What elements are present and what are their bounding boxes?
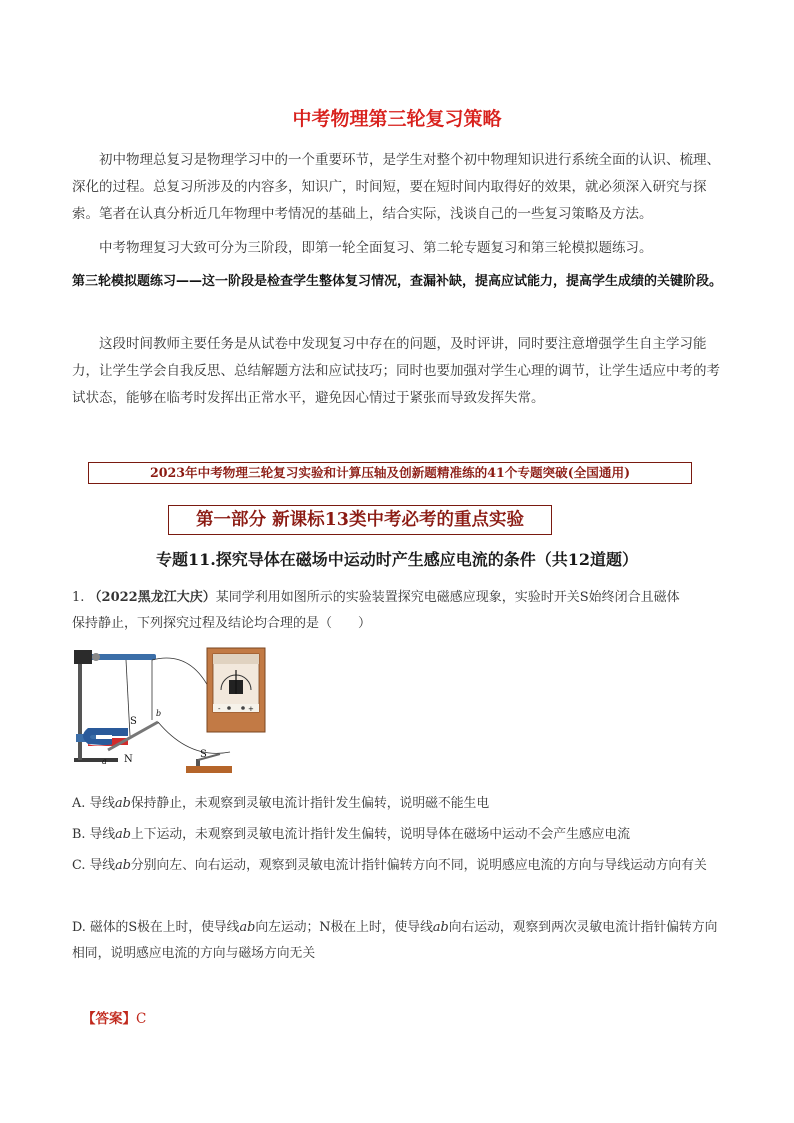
wire-b-label: b [156, 709, 162, 718]
paragraph-teacher-task: 这段时间教师主要任务是从试卷中发现复习中存在的问题，及时评讲，同时要注意增强学生自主学习能力，让学生学会自我反思、总结解题方法和应试技巧；同时也要加强对学生心理的调节，让学生适应中考的考试状态，能够在临考时发挥出正常水平，避免因心情过于紧张而导致发挥失常。 [72, 336, 720, 406]
question-number: 1. [72, 590, 85, 605]
series-banner: 2023年中考物理三轮复习实验和计算压轴及创新题精准练的41个专题突破(全国通用) [88, 462, 692, 484]
answer-line [82, 1007, 146, 1027]
question-stem-line2: 保持静止，下列探究过程及结论均合理的是（ ） [72, 616, 372, 631]
paragraph-third-stage: 第三轮模拟题练习——这一阶段是检查学生整体复习情况，查漏补缺，提高应试能力，提高学生成绩的关键阶段。 [72, 274, 723, 289]
topic-heading: 专题11.探究导体在磁场中运动时产生感应电流的条件（共12道题） [155, 550, 639, 569]
question-stem-line1: 某同学利用如图所示的实验装置探究电磁感应现象，实验时开关S始终闭合且磁体 [215, 590, 680, 605]
switch-label: S [200, 749, 207, 760]
paragraph-intro: 初中物理总复习是物理学习中的一个重要环节，是学生对整个初中物理知识进行系统全面的认识、梳理、深化的过程。总复习所涉及的内容多，知识广，时间短，要在短时间内取得好的效果，就必须深入研究与探索。笔者在认真分析近几年物理中考情况的基础上，结合实际，浅谈自己的一些复习策略及方法。 [72, 152, 720, 222]
magnet-n-label: N [124, 754, 133, 765]
meter-plus-label: + [248, 705, 254, 713]
meter-minus-label: - [218, 705, 221, 713]
wire-a-label: a [102, 757, 107, 766]
galvanometer-icon [205, 646, 267, 736]
question-stem [72, 585, 722, 637]
option-a[interactable]: A. 导线ab保持静止，未观察到灵敏电流计指针发生偏转，说明磁不能生电 [72, 796, 490, 811]
question-source: （2022黑龙江大庆） [88, 590, 216, 605]
answer-value: C [136, 1011, 147, 1027]
answer-label: 【答案】 [82, 1011, 136, 1027]
option-c[interactable]: C. 导线ab分别向左、向右运动，观察到灵敏电流计指针偏转方向不同，说明感应电流的方向与导线运动方向有关 [72, 858, 707, 873]
paragraph-stages: 中考物理复习大致可分为三阶段，即第一轮全面复习、第二轮专题复习和第三轮模拟题练习。 [99, 240, 653, 256]
option-b[interactable]: B. 导线ab上下运动，未观察到灵敏电流计指针发生偏转，说明导体在磁场中运动不会产生感应电流 [72, 827, 631, 842]
part-banner: 第一部分 新课标13类中考必考的重点实验 [168, 505, 552, 535]
page-title: 中考物理第三轮复习策略 [292, 108, 502, 130]
magnet-s-label: S [130, 716, 137, 727]
option-d[interactable]: D. 磁体的S极在上时，使导线ab向左运动；N极在上时，使导线ab向右运动，观察到两次灵敏电流计指针偏转方向相同，说明感应电流的方向与磁场方向无关 [72, 920, 718, 961]
